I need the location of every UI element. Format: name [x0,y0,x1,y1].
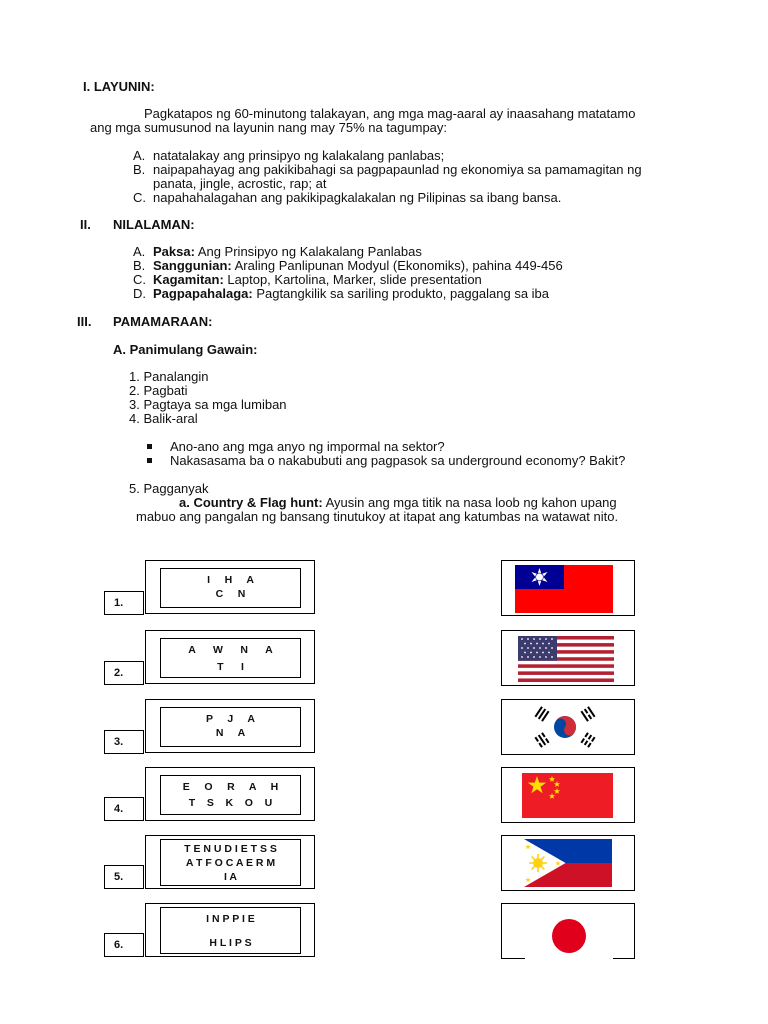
taiwan-flag-icon [515,565,613,613]
scrambled-line: N A [215,727,246,739]
usa-flag-icon [518,636,614,682]
objective-text: naipapahayag ang pakikibahagi sa pagpapaunlad ng ekonomiya sa pamamagitan ng [153,162,642,177]
intro-line-2: ang mga sumusunod na layunin nang may 75% na tagumpay: [90,120,448,135]
item-letter: B. [133,258,146,273]
puzzle-box [145,630,315,684]
subsection-heading: A. Panimulang Gawain: [113,342,258,357]
puzzle-number: 5. [104,865,144,889]
objective-letter: C. [133,190,146,205]
scrambled-line: H L I P S [209,937,252,949]
puzzle-number: 4. [104,797,144,821]
activity-line-2: mabuo ang pangalan ng bansang tinutukoy at itapat ang katumbas na watawat nito. [136,509,619,524]
item-text: Ang Prinsipyo ng Kalakalang Panlabas [194,244,422,259]
question-text: Nakasasama ba o nakabubuti ang pagpasok sa underground economy? Bakit? [170,453,626,468]
scrambled-letters [160,839,301,886]
puzzle-number: 2. [104,661,144,685]
item-letter: C. [133,272,146,287]
step-3: 3. Pagtaya sa mga lumiban [129,397,287,412]
step-1: 1. Panalangin [129,369,209,384]
bullet-icon [147,444,152,449]
puzzle-number: 1. [104,591,144,615]
japan-flag-icon [525,908,613,960]
item-label: Kagamitan: [153,272,224,287]
section-3-heading: PAMAMARAAN: [113,314,213,329]
flag-box [501,630,635,686]
puzzle-number: 6. [104,933,144,957]
puzzle-box [145,835,315,889]
scrambled-line: I N P P I E [206,913,255,925]
item-label: Paksa: [153,244,195,259]
puzzle-number: 3. [104,730,144,754]
question-text: Ano-ano ang mga anyo ng impormal na sektor? [170,439,445,454]
puzzle-box [145,699,315,753]
philippines-flag-icon [524,839,612,887]
bullet-icon [147,458,152,463]
activity-label: a. Country & Flag hunt: [179,495,323,510]
flag-box [501,903,635,959]
flag-box [501,560,635,616]
china-flag-icon [522,773,613,818]
step-2: 2. Pagbati [129,383,188,398]
objective-letter: B. [133,162,146,177]
scrambled-line: E O R A H [182,781,279,793]
activity-line-1 [179,495,617,510]
item-letter: A. [133,244,146,259]
scrambled-letters [160,775,301,815]
intro-line-1: Pagkatapos ng 60-minutong talakayan, ang mga mag-aaral ay inaasahang matatamo [144,106,636,121]
scrambled-letters [160,638,301,678]
scrambled-letters [160,907,301,954]
scrambled-line: T E N U D I E T S S [184,843,277,855]
scrambled-line: T I [217,661,244,673]
item-text: Pagtangkilik sa sariling produkto, paggalang sa iba [252,286,550,301]
flag-box [501,767,635,823]
puzzle-box [145,903,315,957]
scrambled-letters [160,568,301,608]
flag-box [501,835,635,891]
scrambled-line: I A [223,871,238,883]
flag-box [501,699,635,755]
scrambled-line: A T F O C A E R M [185,857,276,869]
objective-text: napahahalagahan ang pakikipagkalakalan ng Pilipinas sa ibang bansa. [153,190,562,205]
scrambled-line: I H A [207,574,254,586]
activity-text: Ayusin ang mga titik na nasa loob ng kahon upang [322,495,617,510]
objective-letter: A. [133,148,146,163]
scrambled-line: C N [215,588,246,600]
section-1-heading: I. LAYUNIN: [83,79,155,94]
objective-text-cont: panata, jingle, acrostic, rap; at [153,176,327,191]
scrambled-line: A W N A [188,644,273,656]
section-2-num: II. [80,217,91,232]
section-2-heading: NILALAMAN: [113,217,195,232]
scrambled-line: T S K O U [188,797,273,809]
step-5: 5. Pagganyak [129,481,209,496]
puzzle-box [145,767,315,821]
section-3-num: III. [77,314,92,329]
scrambled-line: P J A [205,713,256,725]
item-text: Araling Panlipunan Modyul (Ekonomiks), pahina 449-456 [231,258,563,273]
item-label: Sanggunian: [153,258,232,273]
item-text: Laptop, Kartolina, Marker, slide presentation [223,272,482,287]
step-4: 4. Balik-aral [129,411,198,426]
puzzle-box [145,560,315,614]
item-label: Pagpapahalaga: [153,286,253,301]
scrambled-letters [160,707,301,747]
objective-text: natatalakay ang prinsipyo ng kalakalang panlabas; [153,148,445,163]
item-letter: D. [133,286,146,301]
south-korea-flag-icon [529,703,601,751]
